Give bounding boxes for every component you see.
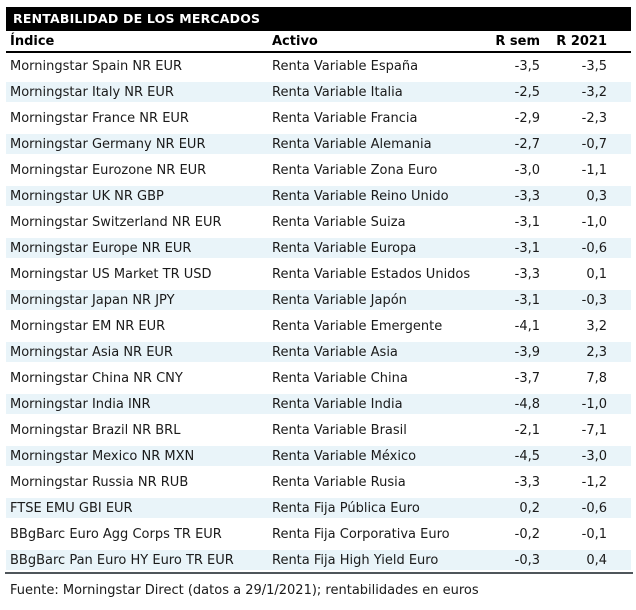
table-row [6, 105, 631, 131]
table-row [6, 209, 631, 235]
cell-activo: Renta Variable Zona Euro [268, 157, 471, 183]
cell-indice: Morningstar France NR EUR [6, 105, 268, 131]
cell-indice: Morningstar Spain NR EUR [6, 53, 268, 79]
cell-r-2021: 7,8 [543, 365, 631, 391]
cell-indice: Morningstar Switzerland NR EUR [6, 209, 268, 235]
cell-r-2021: -2,3 [543, 105, 631, 131]
cell-activo: Renta Variable Asia [268, 339, 471, 365]
cell-activo: Renta Variable Alemania [268, 131, 471, 157]
cell-r-sem: -3,3 [471, 261, 543, 287]
table-body [6, 53, 631, 573]
cell-r-2021: -3,0 [543, 443, 631, 469]
cell-r-2021: -3,2 [543, 79, 631, 105]
cell-indice: Morningstar US Market TR USD [6, 261, 268, 287]
cell-r-2021: -3,5 [543, 53, 631, 79]
cell-activo: Renta Variable Europa [268, 235, 471, 261]
cell-activo: Renta Variable China [268, 365, 471, 391]
cell-r-2021: -1,0 [543, 209, 631, 235]
table-row [6, 547, 631, 573]
cell-r-2021: 0,1 [543, 261, 631, 287]
cell-r-sem: -3,3 [471, 469, 543, 495]
column-header-indice: Índice [6, 31, 268, 53]
cell-r-2021: -0,3 [543, 287, 631, 313]
table-row [6, 287, 631, 313]
cell-r-2021: -1,2 [543, 469, 631, 495]
table-row [6, 157, 631, 183]
cell-activo: Renta Variable Japón [268, 287, 471, 313]
cell-r-sem: -0,2 [471, 521, 543, 547]
cell-r-sem: -2,7 [471, 131, 543, 157]
cell-r-2021: 0,4 [543, 547, 631, 573]
cell-r-2021: 2,3 [543, 339, 631, 365]
table-row [6, 417, 631, 443]
cell-r-sem: -4,5 [471, 443, 543, 469]
column-header-r-2021: R 2021 [543, 31, 631, 53]
cell-r-2021: 0,3 [543, 183, 631, 209]
cell-activo: Renta Variable Italia [268, 79, 471, 105]
cell-r-sem: -3,3 [471, 183, 543, 209]
cell-r-2021: -0,7 [543, 131, 631, 157]
cell-r-sem: -3,1 [471, 287, 543, 313]
cell-activo: Renta Fija High Yield Euro [268, 547, 471, 573]
cell-r-sem: -2,5 [471, 79, 543, 105]
cell-activo: Renta Variable Francia [268, 105, 471, 131]
cell-r-sem: -3,0 [471, 157, 543, 183]
cell-indice: Morningstar China NR CNY [6, 365, 268, 391]
cell-indice: Morningstar Russia NR RUB [6, 469, 268, 495]
cell-activo: Renta Fija Corporativa Euro [268, 521, 471, 547]
cell-activo: Renta Variable Suiza [268, 209, 471, 235]
cell-indice: Morningstar Mexico NR MXN [6, 443, 268, 469]
markets-table [6, 31, 631, 573]
cell-r-sem: -3,5 [471, 53, 543, 79]
table-row [6, 53, 631, 79]
cell-activo: Renta Variable España [268, 53, 471, 79]
cell-r-2021: -7,1 [543, 417, 631, 443]
cell-activo: Renta Variable México [268, 443, 471, 469]
cell-r-sem: -3,7 [471, 365, 543, 391]
cell-r-sem: -3,9 [471, 339, 543, 365]
column-header-activo: Activo [268, 31, 471, 53]
cell-indice: FTSE EMU GBI EUR [6, 495, 268, 521]
table-row [6, 235, 631, 261]
cell-activo: Renta Variable Rusia [268, 469, 471, 495]
table-row [6, 339, 631, 365]
cell-indice: Morningstar Eurozone NR EUR [6, 157, 268, 183]
cell-activo: Renta Variable Estados Unidos [268, 261, 471, 287]
cell-r-2021: -1,1 [543, 157, 631, 183]
table-row [6, 261, 631, 287]
cell-indice: Morningstar EM NR EUR [6, 313, 268, 339]
cell-r-sem: -0,3 [471, 547, 543, 573]
cell-activo: Renta Variable Brasil [268, 417, 471, 443]
cell-activo: Renta Fija Pública Euro [268, 495, 471, 521]
table-row [6, 183, 631, 209]
table-header-row [6, 31, 631, 53]
table-title-bar: RENTABILIDAD DE LOS MERCADOS [6, 7, 631, 31]
cell-r-2021: -0,6 [543, 495, 631, 521]
cell-indice: Morningstar Brazil NR BRL [6, 417, 268, 443]
source-note: Fuente: Morningstar Direct (datos a 29/1/2021); rentabilidades en euros [10, 583, 479, 598]
cell-r-2021: -1,0 [543, 391, 631, 417]
table-row [6, 443, 631, 469]
cell-indice: Morningstar Japan NR JPY [6, 287, 268, 313]
cell-indice: Morningstar Italy NR EUR [6, 79, 268, 105]
cell-indice: Morningstar Germany NR EUR [6, 131, 268, 157]
cell-r-sem: -4,1 [471, 313, 543, 339]
table-row [6, 521, 631, 547]
cell-activo: Renta Variable India [268, 391, 471, 417]
table-row [6, 313, 631, 339]
table-row [6, 79, 631, 105]
cell-r-sem: -4,8 [471, 391, 543, 417]
cell-indice: BBgBarc Pan Euro HY Euro TR EUR [6, 547, 268, 573]
cell-r-sem: -3,1 [471, 235, 543, 261]
cell-indice: BBgBarc Euro Agg Corps TR EUR [6, 521, 268, 547]
cell-activo: Renta Variable Reino Unido [268, 183, 471, 209]
cell-indice: Morningstar India INR [6, 391, 268, 417]
cell-r-sem: -2,1 [471, 417, 543, 443]
cell-r-2021: -0,6 [543, 235, 631, 261]
cell-r-sem: 0,2 [471, 495, 543, 521]
table-row [6, 365, 631, 391]
cell-activo: Renta Variable Emergente [268, 313, 471, 339]
table-row [6, 131, 631, 157]
table-row [6, 391, 631, 417]
cell-indice: Morningstar Asia NR EUR [6, 339, 268, 365]
cell-r-2021: -0,1 [543, 521, 631, 547]
footer-divider [5, 572, 633, 574]
cell-r-2021: 3,2 [543, 313, 631, 339]
cell-r-sem: -2,9 [471, 105, 543, 131]
column-header-r-sem: R sem [471, 31, 543, 53]
cell-indice: Morningstar Europe NR EUR [6, 235, 268, 261]
cell-indice: Morningstar UK NR GBP [6, 183, 268, 209]
table-row [6, 469, 631, 495]
table-row [6, 495, 631, 521]
cell-r-sem: -3,1 [471, 209, 543, 235]
